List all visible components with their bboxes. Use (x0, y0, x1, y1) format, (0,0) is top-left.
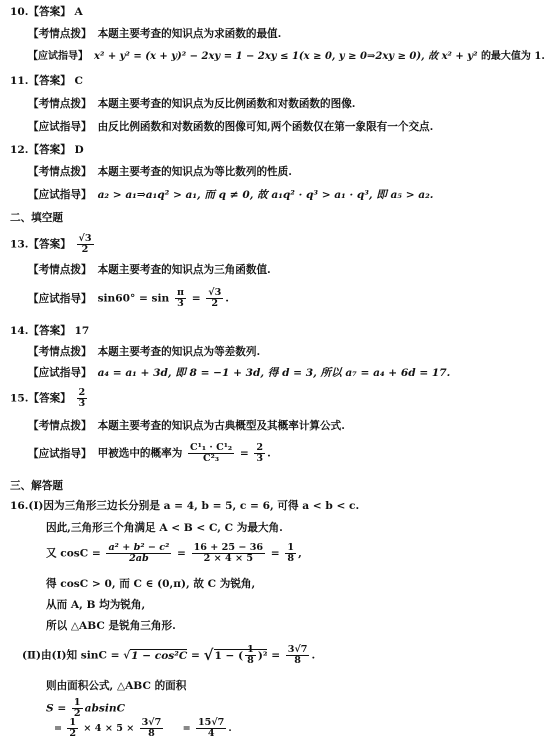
hint-text: sin60° = sin (97, 292, 170, 305)
section-heading-fill-in: 二、填空题 (10, 212, 63, 224)
fraction-numerator: C¹₁ · C¹₂ (190, 442, 233, 453)
equals-sign: = (239, 447, 249, 460)
fraction-denominator: 3 (78, 398, 86, 410)
hint-text: 甲被选中的概率为 (97, 447, 183, 460)
fraction-numerator: 3√7 (141, 717, 162, 728)
sqrt-symbol: √ (203, 646, 214, 665)
fraction-numerator: 1 (69, 717, 77, 728)
q16-part2-sine: (Ⅱ)由(Ⅰ)知 sinC = √1 − cos²C = √1 − ( $\frac{1}{8}$ )² = $\frac{3√7}{8}$ . (22, 644, 316, 667)
fraction-denominator: 3 (177, 298, 184, 310)
hint-label: 【应试指导】 (28, 367, 92, 379)
fraction-numerator: π (176, 287, 184, 298)
equals-sign: = (271, 649, 281, 662)
sqrt-open: 1 − ( (214, 649, 244, 662)
fraction-denominator: 2 (69, 728, 77, 740)
equals-sign: = (191, 292, 201, 305)
result-fraction (206, 288, 223, 309)
final-area-fraction (196, 718, 226, 739)
q16-line-3 (46, 543, 302, 564)
answer-value: D (74, 144, 84, 156)
sqrt-close: )² (257, 649, 268, 662)
hint-text: a₄ = a₁ + 3d, 即 8 = −1 + 3d, 得 d = 3, 所以 a₇ = a₄ + 6d = 17. (97, 367, 451, 379)
fraction-numerator: 1 (287, 542, 295, 553)
sqrt-content: 1 − cos²C (131, 649, 188, 662)
q15-answer (10, 388, 89, 409)
keypoint-label: 【考情点拨】 (28, 98, 92, 110)
half-fraction (67, 718, 78, 739)
pi-fraction (175, 288, 186, 309)
q13-hint (28, 288, 229, 309)
hint-label: 【应试指导】 (28, 447, 92, 460)
cosine-intro: 又 cosC = (46, 547, 101, 560)
keypoint-text: 本题主要考查的知识点为等比数列的性质. (97, 166, 292, 178)
keypoint-label: 【考情点拨】 (28, 264, 92, 276)
q10-keypoint (28, 28, 281, 41)
answer-value: C (74, 75, 83, 87)
period: . (267, 447, 271, 460)
section-heading-solutions: 三、解答题 (10, 480, 63, 492)
substitution-fraction (192, 543, 266, 564)
combination-fraction (188, 443, 234, 464)
result-fraction (285, 543, 296, 564)
sine-fraction (140, 718, 164, 739)
equals-sign: = (191, 649, 200, 662)
q11-answer (10, 75, 83, 88)
equals-sign: = (182, 723, 191, 735)
fraction-denominator: 8 (294, 655, 301, 667)
fraction-denominator: C²₃ (203, 453, 220, 465)
eighth-fraction (245, 645, 256, 666)
q10-hint (28, 51, 545, 64)
hint-text: 由反比例函数和对数函数的图像可知,两个函数仅在第一象限有一个交点. (97, 121, 434, 133)
period: . (225, 292, 229, 305)
answer-label: 14.【答案】 (10, 325, 71, 337)
q12-keypoint (28, 166, 292, 179)
fraction-numerator: 16 + 25 − 36 (193, 542, 264, 553)
q12-answer (10, 144, 84, 157)
q14-keypoint (28, 346, 260, 359)
answer-fraction (77, 388, 88, 409)
hint-conclusion: 的最大值为 1. (480, 51, 545, 62)
result-fraction (254, 443, 265, 464)
fraction-numerator: √3 (208, 287, 222, 298)
area-expression: absinC (84, 702, 126, 715)
fraction-denominator: 8 (148, 728, 155, 740)
keypoint-text: 本题主要考查的知识点为三角函数值. (97, 264, 271, 276)
q16-line-2: 因此,三角形三个角满足 A < B < C, C 为最大角. (46, 522, 283, 534)
comma: , (298, 547, 302, 560)
hint-text: a₂ > a₁⇒a₁q² > a₁, 而 q ≠ 0, 故 a₁q² · q³ > a₁ · q³, 即 a₅ > a₂. (97, 189, 434, 201)
keypoint-label: 【考情点拨】 (28, 420, 92, 432)
period: . (311, 649, 316, 662)
hint-label: 【应试指导】 (28, 121, 92, 133)
q16-line-4: 得 cosC > 0, 而 C ∈ (0,π), 故 C 为锐角, (46, 578, 256, 590)
answer-label: 11.【答案】 (10, 75, 71, 87)
q13-answer (10, 234, 96, 255)
hint-label: 【应试指导】 (28, 292, 92, 305)
keypoint-text: 本题主要考查的知识点为等差数列. (97, 346, 261, 358)
keypoint-text: 本题主要考查的知识点为求函数的最值. (97, 28, 282, 40)
q16-line-5: 从而 A, B 均为锐角, (46, 599, 146, 611)
fraction-denominator: 4 (207, 728, 215, 740)
q11-keypoint (28, 98, 356, 111)
fraction-numerator: 15√7 (197, 717, 225, 728)
keypoint-label: 【考情点拨】 (28, 166, 92, 178)
q16-line-6: 所以 △ABC 是锐角三角形. (46, 620, 176, 632)
result-fraction (286, 645, 310, 666)
equals-sign: = (54, 723, 63, 735)
keypoint-label: 【考情点拨】 (28, 28, 92, 40)
answer-label: 13.【答案】 (10, 238, 71, 251)
q15-keypoint (28, 420, 345, 433)
keypoint-text: 本题主要考查的知识点为反比例函数和对数函数的图像. (97, 98, 356, 110)
fraction-numerator: 2 (256, 442, 264, 453)
fraction-denominator: 8 (287, 553, 295, 565)
fraction-denominator: 2ab (129, 553, 149, 565)
q12-hint (28, 189, 434, 202)
fraction-denominator: 8 (247, 655, 254, 667)
fraction-numerator: 3√7 (287, 644, 308, 655)
fraction-denominator: 2 (211, 298, 219, 310)
hint-label: 【应试指导】 (28, 189, 92, 201)
fraction-numerator: 2 (78, 387, 86, 398)
keypoint-text: 本题主要考查的知识点为古典概型及其概率计算公式. (97, 420, 345, 432)
q16-area-formula (46, 698, 125, 719)
fraction-numerator: a² + b² − c² (108, 542, 170, 553)
hint-label: 【应试指导】 (28, 51, 88, 62)
fraction-numerator: 1 (73, 697, 81, 708)
hint-text: x² + y² = (x + y)² − 2xy = 1 − 2xy ≤ 1(x ≥ 0, y ≥ 0⇒2xy ≥ 0), 故 (94, 51, 439, 62)
cosine-law-fraction (106, 543, 171, 564)
q13-keypoint (28, 264, 271, 277)
period: . (228, 723, 232, 735)
hint-expression: x² + y² (441, 51, 478, 62)
q16-area-intro: 则由面积公式, △ABC 的面积 (46, 680, 187, 692)
q14-hint (28, 367, 450, 380)
q14-answer (10, 325, 89, 338)
fraction-denominator: 3 (256, 453, 264, 465)
q15-hint (28, 443, 271, 464)
sine-intro: (Ⅱ)由(Ⅰ)知 sinC = (22, 649, 120, 662)
equals-sign: = (270, 547, 280, 560)
q11-hint (28, 121, 433, 134)
area-symbol: S = (46, 702, 67, 715)
sqrt-content-2 (214, 644, 268, 667)
fraction-denominator: 2 × 4 × 5 (203, 553, 254, 565)
q16-line-1: 16.(Ⅰ)因为三角形三边长分别是 a = 4, b = 5, c = 6, 可得 a < b < c. (10, 500, 360, 512)
equals-sign: = (176, 547, 186, 560)
keypoint-label: 【考情点拨】 (28, 346, 92, 358)
fraction-denominator: 2 (81, 244, 89, 256)
answer-label: 15.【答案】 (10, 392, 71, 405)
half-fraction (72, 698, 83, 719)
fraction-denominator: 2 (73, 708, 81, 720)
fraction-numerator: 1 (247, 644, 254, 655)
answer-value: A (74, 6, 83, 18)
fraction-numerator: √3 (78, 233, 92, 244)
answer-label: 10.【答案】 (10, 6, 71, 18)
product-text: × 4 × 5 × (83, 723, 135, 735)
q10-answer (10, 6, 83, 19)
answer-value: 17 (74, 325, 90, 337)
answer-fraction (77, 234, 94, 255)
answer-label: 12.【答案】 (10, 144, 71, 156)
q16-area-substitution (54, 718, 232, 739)
